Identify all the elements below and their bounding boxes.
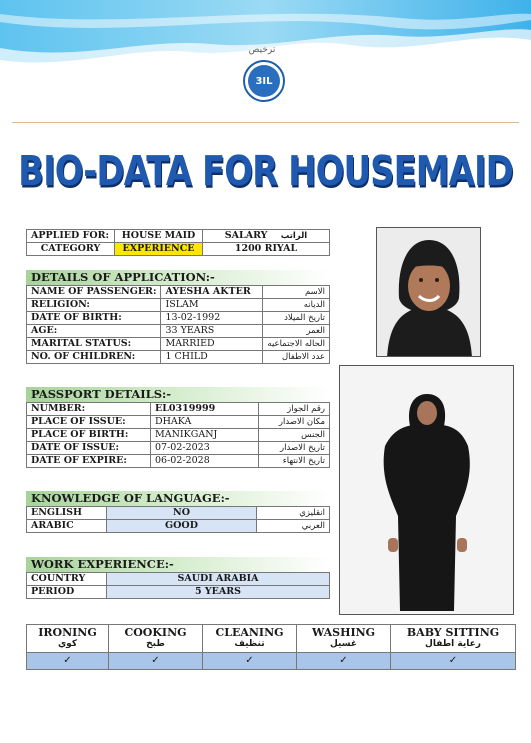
logo-script: ترخيص [248,45,276,55]
skill-label: IRONING [38,626,97,639]
work-table [26,572,330,599]
row-label: PLACE OF BIRTH: [27,429,151,442]
row-value: SAUDI ARABIA [107,573,330,586]
skill-label: CLEANING [215,626,284,639]
row-label: RELIGION: [27,299,161,312]
row-value: EL0319999 [151,403,259,416]
header-divider [12,122,519,123]
skill-label: COOKING [124,626,187,639]
row-value: ISLAM [161,299,263,312]
skill-baby-sitting [391,625,516,653]
table-row [27,455,330,468]
row-label: NUMBER: [27,403,151,416]
row-label-ar: تاريخ الاصدار [259,442,330,455]
row-label: DATE OF EXPIRE: [27,455,151,468]
skill-cleaning [203,625,297,653]
table-row [27,416,330,429]
details-table [26,285,330,364]
skill-label-ar: غسيل [329,639,357,649]
row-value: AYESHA AKTER [161,286,263,299]
table-row [27,429,330,442]
row-label-ar: رقم الجواز [259,403,330,416]
table-row [27,403,330,416]
skills-label-row [27,625,516,653]
page-title: BIO-DATA FOR HOUSEMAID [18,148,513,196]
category-label: CATEGORY [27,243,115,256]
salary-label [203,230,330,243]
row-label: DATE OF BIRTH: [27,312,161,325]
row-label-ar: العمر [263,325,330,338]
skills-check-row [27,653,516,670]
category-value: EXPERIENCE [115,243,203,256]
row-label-ar: العربي [257,520,330,533]
row-label: COUNTRY [27,573,107,586]
row-label-ar: الجنس [259,429,330,442]
salary-label-en: SALARY [224,230,268,241]
row-value: 1 CHILD [161,351,263,364]
row-label-ar: الاسم [263,286,330,299]
row-value: DHAKA [151,416,259,429]
portrait-photo [376,227,481,357]
row-label: NO. OF CHILDREN: [27,351,161,364]
agency-logo [243,60,285,102]
skill-label-ar: رعاية اطفال [425,639,481,649]
row-value: NO [107,507,257,520]
row-value: MANIKGANJ [151,429,259,442]
check-icon: ✓ [27,653,109,670]
skill-washing [297,625,391,653]
row-label: NAME OF PASSENGER: [27,286,161,299]
table-row [27,338,330,351]
row-value: GOOD [107,520,257,533]
logo-text: 3IL [248,65,280,97]
table-row [27,586,330,599]
row-value: 5 YEARS [107,586,330,599]
row-label: PLACE OF ISSUE: [27,416,151,429]
language-table [26,506,330,533]
row-label: AGE: [27,325,161,338]
check-icon: ✓ [297,653,391,670]
row-label: DATE OF ISSUE: [27,442,151,455]
applied-for-label: APPLIED FOR: [27,230,115,243]
row-label-ar: انقليزي [257,507,330,520]
skill-ironing [27,625,109,653]
skill-label-ar: تنظيف [234,639,265,649]
full-length-illustration [340,366,514,615]
table-row [27,325,330,338]
table-row [27,573,330,586]
applied-table [26,229,330,256]
skills-table [26,624,516,670]
details-heading: DETAILS OF APPLICATION:- [26,270,330,285]
row-label: MARITAL STATUS: [27,338,161,351]
passport-table [26,402,330,468]
salary-value: 1200 RIYAL [203,243,330,256]
row-value: 13-02-1992 [161,312,263,325]
row-value: MARRIED [161,338,263,351]
skill-cooking [109,625,203,653]
row-label-ar: الحاله الاجتماعيه [263,338,330,351]
check-icon: ✓ [203,653,297,670]
full-length-photo [339,365,514,615]
table-row [27,351,330,364]
skill-label: WASHING [311,626,376,639]
row-label-ar: مكان الاصدار [259,416,330,429]
table-row [27,286,330,299]
table-row [27,299,330,312]
check-icon: ✓ [109,653,203,670]
portrait-illustration [377,228,481,357]
row-label: ARABIC [27,520,107,533]
table-row [27,507,330,520]
row-value: 33 YEARS [161,325,263,338]
row-value: 07-02-2023 [151,442,259,455]
passport-heading: PASSPORT DETAILS:- [26,387,330,402]
table-row [27,520,330,533]
skill-label-ar: كوي [57,639,78,649]
language-heading: KNOWLEDGE OF LANGUAGE:- [26,491,330,506]
row-label: PERIOD [27,586,107,599]
check-icon: ✓ [391,653,516,670]
row-value: 06-02-2028 [151,455,259,468]
work-heading: WORK EXPERIENCE:- [26,557,330,572]
row-label: ENGLISH [27,507,107,520]
skill-label-ar: طبخ [146,639,165,649]
skill-label: BABY SITTING [406,626,500,639]
table-row [27,442,330,455]
row-label-ar: عدد الاطفال [263,351,330,364]
applied-for-value: HOUSE MAID [115,230,203,243]
salary-label-ar: الراتب [280,231,308,241]
table-row [27,312,330,325]
row-label-ar: الديانه [263,299,330,312]
row-label-ar: تاريخ الانتهاء [259,455,330,468]
row-label-ar: تاريخ الميلاد [263,312,330,325]
